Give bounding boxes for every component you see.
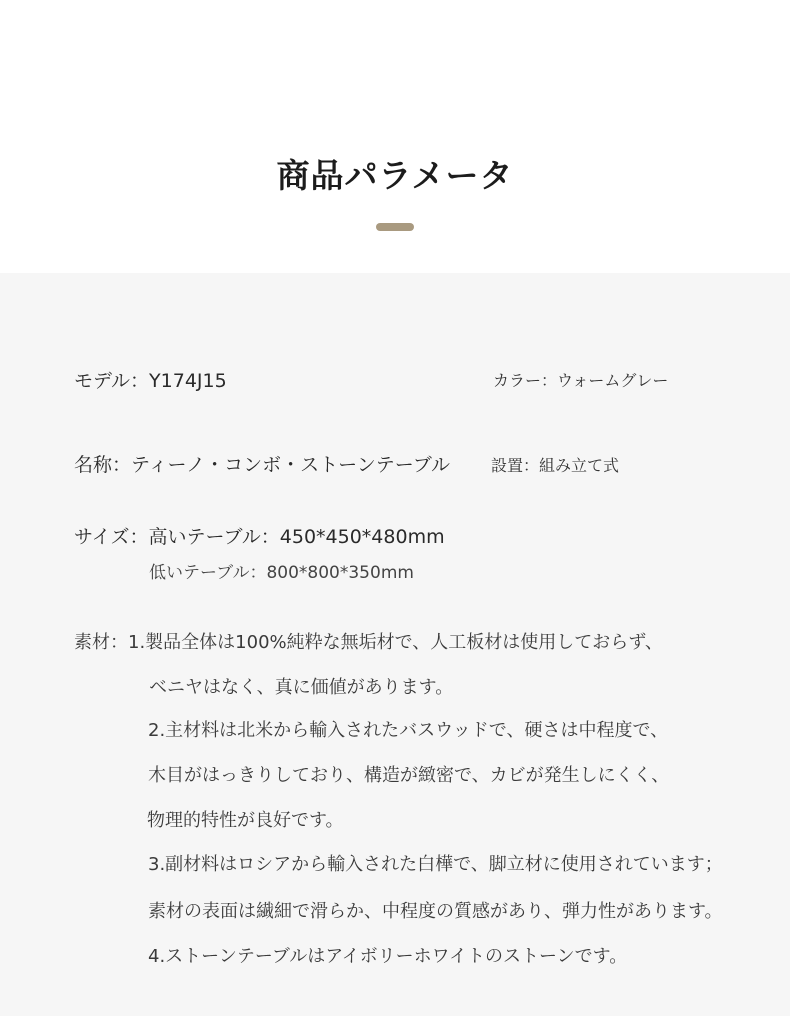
installation-text: 設置：組み立て式 [491,456,620,475]
material-line: 素材の表面は繊細で滑らか、中程度の質感があり、弾力性があります。 [148,901,723,922]
header-section [0,0,790,273]
size-low-text: 低いテーブル：800*800*350mm [149,563,414,583]
material-line: 4.ストーンテーブルはアイボリーホワイトのストーンです。 [148,946,628,967]
color-text: カラー：ウォームグレー [493,371,669,390]
material-line: 素材：1.製品全体は100%純粋な無垢材で、人工板材は使用しておらず、 [74,632,663,653]
parameters-panel [0,273,790,1016]
material-line: ベニヤはなく、真に価値があります。 [149,677,454,698]
size-high-text: サイズ：高いテーブル：450*450*480mm [74,526,445,548]
product-name-text: 名称：ティーノ・コンボ・ストーンテーブル [74,454,451,476]
page-title: 商品パラメータ [276,156,514,195]
material-line: 木目がはっきりしており、構造が緻密で、カビが発生しにくく、 [148,765,670,786]
title-underline-bar [376,223,414,231]
material-line: 3.副材料はロシアから輸入された白樺で、脚立材に使用されています； [148,854,723,875]
model-text: モデル：Y174J15 [74,370,227,392]
material-line: 物理的特性が良好です。 [147,810,344,831]
material-line: 2.主材料は北米から輸入されたバスウッドで、硬さは中程度で、 [148,720,669,741]
